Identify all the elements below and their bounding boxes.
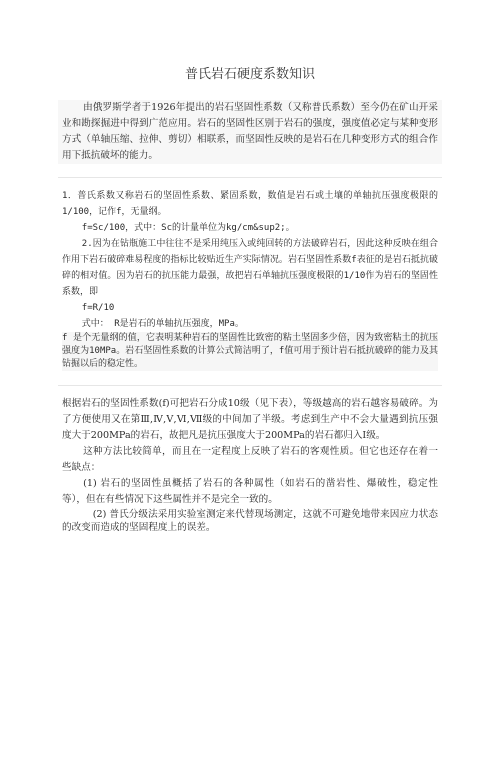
section-definition [62, 188, 438, 371]
shortcoming-1: (1) 岩石的坚固性虽概括了岩石的各种属性（如岩石的凿岩性、爆破性，稳定性等），但在有些情况下这些属性并不是完全一致的。 [62, 478, 438, 505]
intro-block [58, 100, 442, 164]
page-title: 普氏岩石硬度系数知识 [184, 67, 315, 82]
definition-item-2: 2.因为在钻瓶施工中往往不是采用纯压入或纯回转的方法破碎岩石，因此这种反映在组合作用下岩石破碎难易程度的指标比较贴近生产实际情况。岩石坚固性系数f表征的是岩石抵抗破碎的相对值。因为岩石的抗压能力最强，故把岩石单轴抗压强度极限的1/10作为岩石的坚固性系数，即 [62, 239, 438, 297]
section-classification [62, 396, 438, 534]
formula-1: f=Sc/100，式中：Sc的计量单位为kg/cm&sup2;。 [81, 223, 295, 233]
formula-2-note: 式中： R是岩石的单轴抗压强度，MPa。 [81, 319, 244, 329]
intro-paragraph: 由俄罗斯学者于1926年提出的岩石坚固性系数（又称普氏系数）至今仍在矿山开采业和勘探掘进中得到广范应用。岩石的坚固性区别于岩石的强度，强度值必定与某种变形方式（单轴压缩、拉伸、剪切）相联系，而坚固性反映的是岩石在几种变形方式的组合作用下抵抗破坏的能力。 [62, 102, 438, 161]
definition-item-1: 1．普氏系数又称岩石的坚固性系数、紧固系数，数值是岩石或土壤的单轴抗压强度极限的1/100，记作f，无量纲。 [62, 191, 438, 217]
shortcomings-intro: 这种方法比较简单，而且在一定程度上反映了岩石的客观性质。但它也还存在着一些缺点： [62, 446, 438, 473]
classification-paragraph: 根据岩石的坚固性系数(f)可把岩石分成10级（见下表），等级越高的岩石越容易破碎。为了方便使用又在第Ⅲ,Ⅳ,Ⅴ,Ⅵ,Ⅶ级的中间加了半级。考虑到生产中不会大量遇到抗压强度大于200MPa的岩石，故把凡是抗压强度大于200MPa的岩石都归入Ⅰ级。 [62, 398, 438, 441]
document-page [0, 63, 496, 765]
definition-item-3: f 是个无量纲的值，它表明某种岩石的坚固性比致密的粘土坚固多少倍，因为致密粘土的抗压强度为10MPa。岩石坚固性系数的计算公式简洁明了，f值可用于预计岩石抵抗破碎的能力及其钻掘以后的稳定性。 [62, 333, 438, 369]
shortcoming-2: (2) 普氏分级法采用实验室测定来代替现场测定，这就不可避免地带来因应力状态的改变而造成的坚固程度上的误差。 [62, 509, 438, 533]
formula-2: f=R/10 [81, 303, 115, 313]
